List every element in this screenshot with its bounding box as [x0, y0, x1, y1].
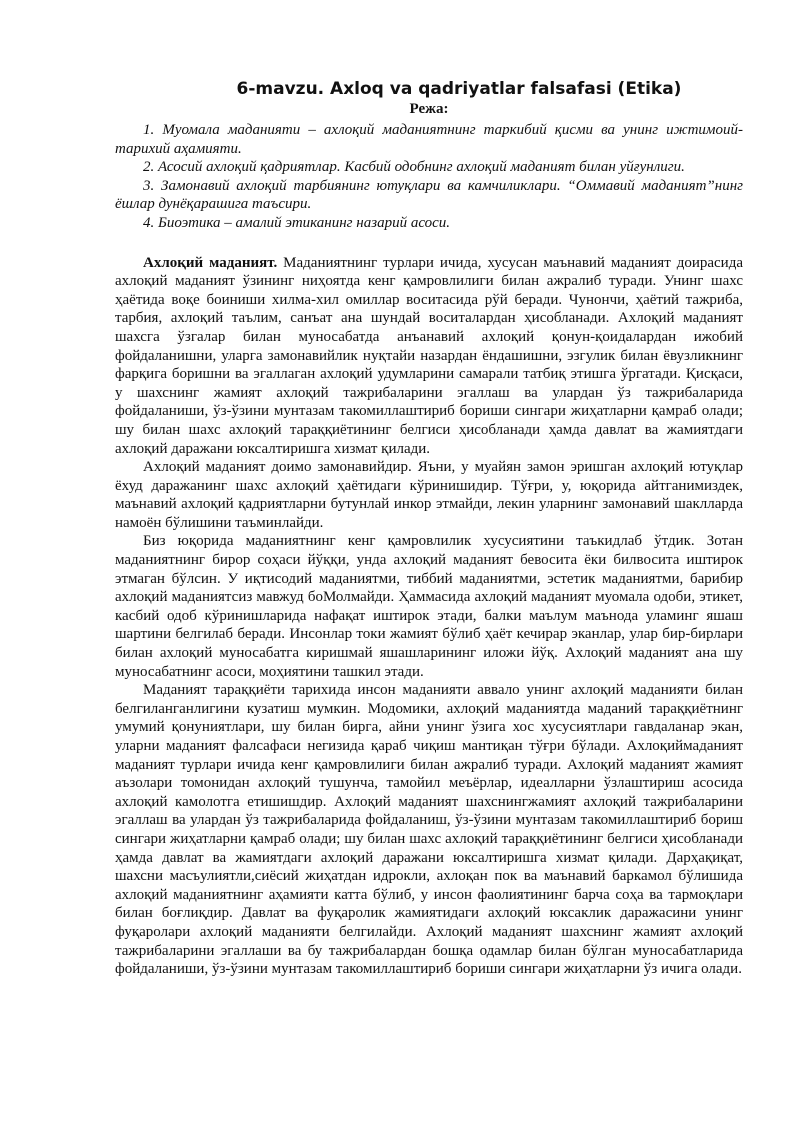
plan-item: 4. Биоэтика – амалий этиканинг назарий асоси.: [143, 214, 451, 231]
plan-list: [115, 121, 743, 233]
section-heading: Ахлоқий маданият.: [143, 254, 278, 271]
plan-item: 1. Муомала маданияти – ахлоқий маданиятнинг таркибий қисми ва унинг ижтимоий-тарихий аҳамияти.: [115, 122, 743, 157]
paragraph: Биз юқорида маданиятнинг кенг қамровлилик хусусиятини таъкидлаб ўтдик. Зотан маданиятнинг бирор соҳаси йўққи, унда ахлоқий маданият бевосита ёки билвосита иштирок этмаган бўлсин. У иқтисодий маданиятми, тиббий маданиятми, эстетик маданиятми, барибир ахлоқий маданиятсиз мавжуд боМолмайди. Ҳаммасида ахлоқий маданият муомала одоби, этикет, касбий одоб кўринишларида нафақат иштирок этади, балки маълум маънода уламинг яшаш шартини белгилаб беради. Инсонлар токи жамият бўлиб ҳаёт кечирар эканлар, улар бир-бирлари билан ахлоқий муносабатга киришмай яшашларининг иложи йўқ. Ахлоқий маданият ана шу муносабатнинг асоси, моҳиятини ташкил этади.: [115, 533, 743, 680]
paragraph-text: Маданиятнинг турлари ичида, хусусан маънавий маданият доирасида ахлоқий маданият ўзининг ниҳоятда кенг қамровлилиги билан ажралиб туради. Унинг шахс ҳаётида воқе боиниши хилма-хил омиллар воситасида рўй беради. Чунончи, ҳаётий тажриба, тарбия, ахлоқий таълим, санъат ана шундай воситалардан ҳисобланади. Ахлоқий маданият шахсга ўзгалар билан муносабатда анъанавий ахлоқий қонун-қоидалардан ижобий фойдаланишни, уларга замонавийлик нуқтайи назардан ёндашишни, эзгулик билан ёвузликнинг фарқига боришни ва эгаллаган ахлоқий удумларини самарали татбиқ этишга ўргатади. Қисқаси, у шахснинг жамият ахлоқий тажрибаларини эгаллаш ва улардан ўз тажрибаларида фойдаланиши, ўз-ўзини мунтазам такомиллаштириб бориши сингари жиҳатларни қамраб олади; шу билан шахс ахлоқий тараққиётининг белгиси ҳисобланади ҳамда давлат ва жамиятдаги ахлоқий даражани юксалтиришга хизмат қилади.: [115, 254, 743, 457]
plan-item: 3. Замонавий ахлоқий тарбиянинг ютуқлари ва камчиликлари. “Оммавий маданият”нинг ёшлар дунёқарашига таъсири.: [115, 177, 743, 213]
plan-item: 2. Асосий ахлоқий қадриятлар. Касбий одобнинг ахлоқий маданият билан уйғунлиги.: [143, 159, 685, 176]
paragraph: Маданият тараққиёти тарихида инсон маданияти аввало унинг ахлоқий маданияти билан белгиланганлигини кузатиш мумкин. Модомики, ахлоқий маданиятда маданий тараққиётнинг умумий қонуниятлари, шу билан бирга, айни унинг ўзига хос хусусиятлари гавдаланар экан, уларни маданият фалсафаси негизида қараб чиқиш мантиқан тўғри бўлади. Ахлоқиймаданият маданият турлари ичида кенг қамровлилиги билан ажралиб туради. Ахлоқий маданият жамият аъзолари томонидан ахлоқий тушунча, тамойил меъёрлар, идеалларни ўзлаштириш асосида ахлоқий камолотга етишишдир. Ахлоқий маданият шахснингжамият ахлоқий тажрибаларини эгаллаш ва улардан ўз тажрибаларида фойдаланиш, ўз-ўзини мунтазам такомиллаштириб бориш сингари жиҳатларни қамраб олади; шу билан шахс ахлоқий тараққиётининг белгиси ҳисобланади ҳамда давлат ва жамиятдаги ахлоқий даражани юксалтиришга хизмат қилади. Дарҳақиқат, шахсни масъулиятли,сиёсий жиҳатдан идрокли, ахлоқан пок ва маънавий баркамол бўлишида ахлоқий маданиятнинг аҳамияти катта бўлиб, у инсон фаолиятининг барча соҳа ва тармоқлари билан боғлиқдир. Давлат ва фуқаролик жамиятидаги ахлоқий юксаклик даражасини унинг фуқаролари ахлоқий маданияти белгилайди. Ахлоқий маданият шахснинг жамият ахлоқий тажрибаларини эгаллаши ва бу тажрибалардан бошқа одамлар билан бўлган муносабатларида фойдаланиши, ўз-ўзини мунтазам такомиллаштириб бориши сингари жиҳатларни ўз ичига олади.: [115, 682, 743, 978]
document-page: [115, 78, 743, 979]
document-title: 6-mavzu. Axloq va qadriyatlar falsafasi (Etika): [236, 79, 682, 99]
paragraph: [115, 254, 743, 459]
plan-heading: Режа:: [409, 101, 449, 117]
paragraph: Ахлоқий маданият доимо замонавийдир. Яъни, у муайян замон эришган ахлоқий ютуқлар ёхуд даражанинг шахс ахлоқий ҳаётидаги кўринишидир. Тўғри, у, юқорида айтганимиздек, маънавий ахлоқий қадриятларни бутунлай инкор этмайди, лекин уларнинг замонавий шаклларда намоён бўлишини таъминлайди.: [115, 459, 743, 531]
